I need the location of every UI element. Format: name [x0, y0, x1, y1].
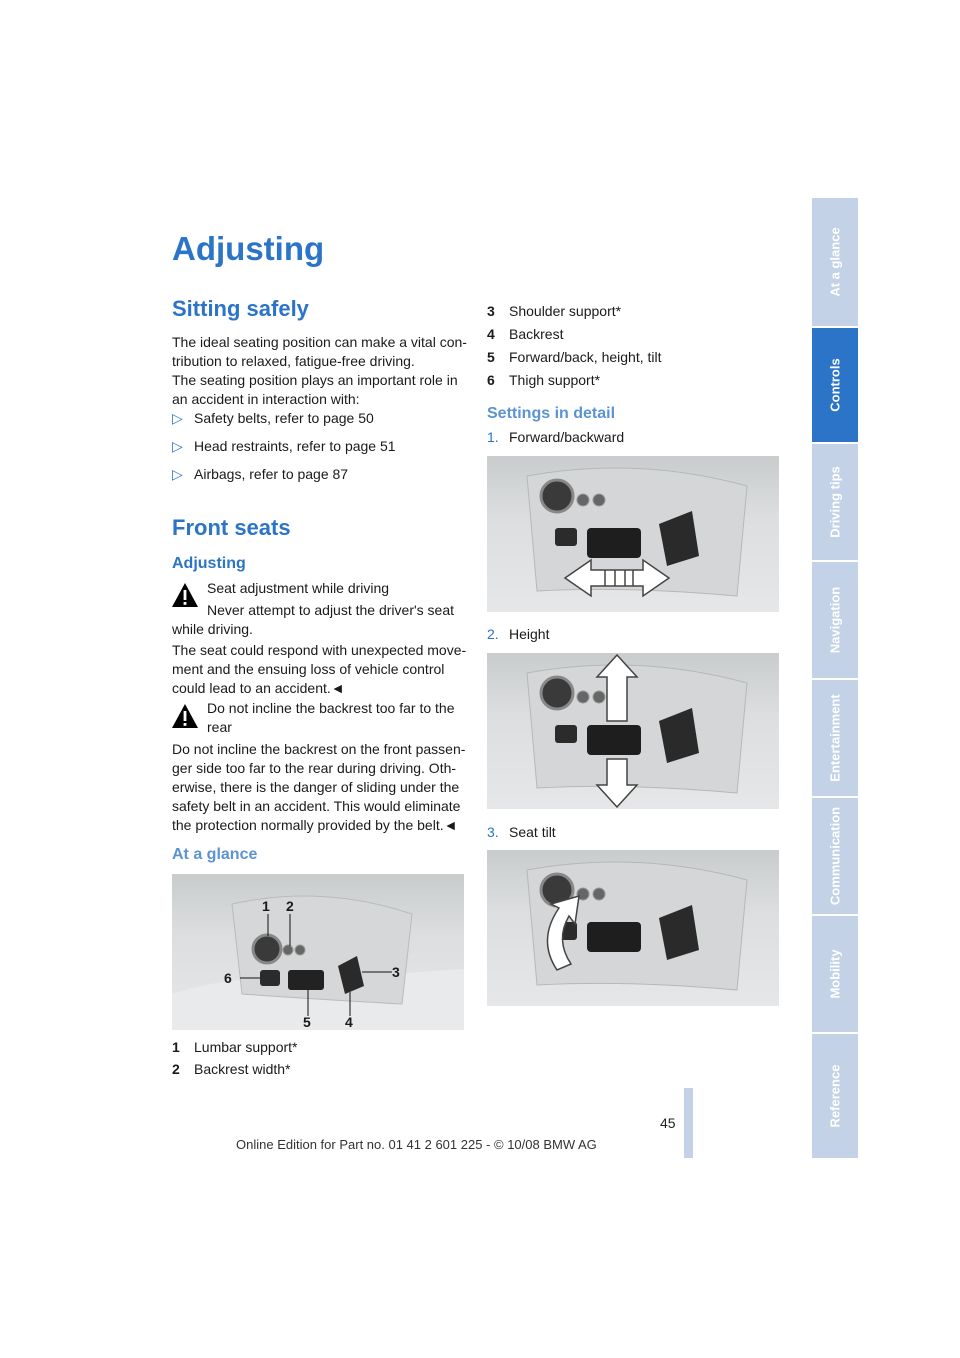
- tab-controls[interactable]: Controls: [812, 328, 858, 442]
- callout-label: 3: [392, 964, 400, 980]
- setting-item: 2. Height: [487, 626, 550, 642]
- setting-item: 3. Seat tilt: [487, 824, 556, 840]
- legend-item: 6 Thigh support*: [487, 372, 601, 388]
- callout-label: 6: [224, 970, 232, 986]
- list-item: ▷ Head restraints, refer to page 51: [172, 438, 396, 454]
- warning-text: Do not incline the backrest on the front passen- ger side too far to the rear during driving. Oth- erwise, there is the danger of sliding under the safety belt in an accident. This would eliminate the protection normally provided by the belt.◄: [172, 741, 466, 833]
- tab-mobility[interactable]: Mobility: [812, 916, 858, 1032]
- list-item: ▷ Safety belts, refer to page 50: [172, 410, 374, 426]
- warning-text: while driving.: [172, 621, 253, 637]
- callout-label: 2: [286, 898, 294, 914]
- paragraph: The seating position plays an important role in an accident in interaction with:: [172, 372, 458, 407]
- bullet-triangle-icon: ▷: [172, 410, 183, 426]
- seat-tilt-photo: [487, 850, 779, 1006]
- legend-item: 1 Lumbar support*: [172, 1039, 298, 1055]
- section-heading-front-seats: Front seats: [172, 515, 291, 540]
- warning-title: Seat adjustment while driving: [207, 580, 390, 596]
- callout-label: 5: [303, 1014, 311, 1030]
- callout-label: 4: [345, 1014, 353, 1030]
- height-photo: [487, 653, 779, 809]
- legend-item: 5 Forward/back, height, tilt: [487, 349, 662, 365]
- tab-at-a-glance[interactable]: At a glance: [812, 198, 858, 326]
- tab-reference[interactable]: Reference: [812, 1034, 858, 1158]
- page-title: Adjusting: [172, 230, 325, 267]
- paragraph: The ideal seating position can make a vital con- tribution to relaxed, fatigue-free driving.: [172, 334, 467, 369]
- tab-navigation[interactable]: Navigation: [812, 562, 858, 678]
- callout-label: 1: [262, 898, 270, 914]
- footer-text: Online Edition for Part no. 01 41 2 601 225 - © 10/08 BMW AG: [236, 1137, 597, 1152]
- list-item: ▷ Airbags, refer to page 87: [172, 466, 349, 482]
- tab-communication[interactable]: Communication: [812, 798, 858, 914]
- bullet-triangle-icon: ▷: [172, 466, 183, 482]
- subheading-settings-in-detail: Settings in detail: [487, 405, 616, 422]
- legend-item: 4 Backrest: [487, 326, 564, 342]
- tab-driving-tips[interactable]: Driving tips: [812, 444, 858, 560]
- forward-backward-photo: [487, 456, 779, 612]
- warning-icon: [171, 703, 199, 729]
- section-heading-sitting-safely: Sitting safely: [172, 296, 309, 321]
- warning-icon: [171, 582, 199, 608]
- warning-text: The seat could respond with unexpected move- ment and the ensuing loss of vehicle control could lead to an accident.◄: [172, 642, 467, 696]
- legend-item: 2 Backrest width*: [172, 1061, 291, 1077]
- footer-bar: [684, 1088, 693, 1158]
- subheading-at-a-glance: At a glance: [172, 846, 258, 863]
- legend-item: 3 Shoulder support*: [487, 303, 622, 319]
- setting-item: 1. Forward/backward: [487, 429, 625, 445]
- seat-controls-photo: [172, 874, 464, 1030]
- warning-title: Do not incline the backrest too far to the rear: [207, 700, 455, 735]
- page-number: 45: [660, 1115, 676, 1131]
- subheading-adjusting: Adjusting: [172, 555, 246, 572]
- bullet-triangle-icon: ▷: [172, 438, 183, 454]
- warning-text: Never attempt to adjust the driver's seat: [207, 602, 455, 618]
- tab-entertainment[interactable]: Entertainment: [812, 680, 858, 796]
